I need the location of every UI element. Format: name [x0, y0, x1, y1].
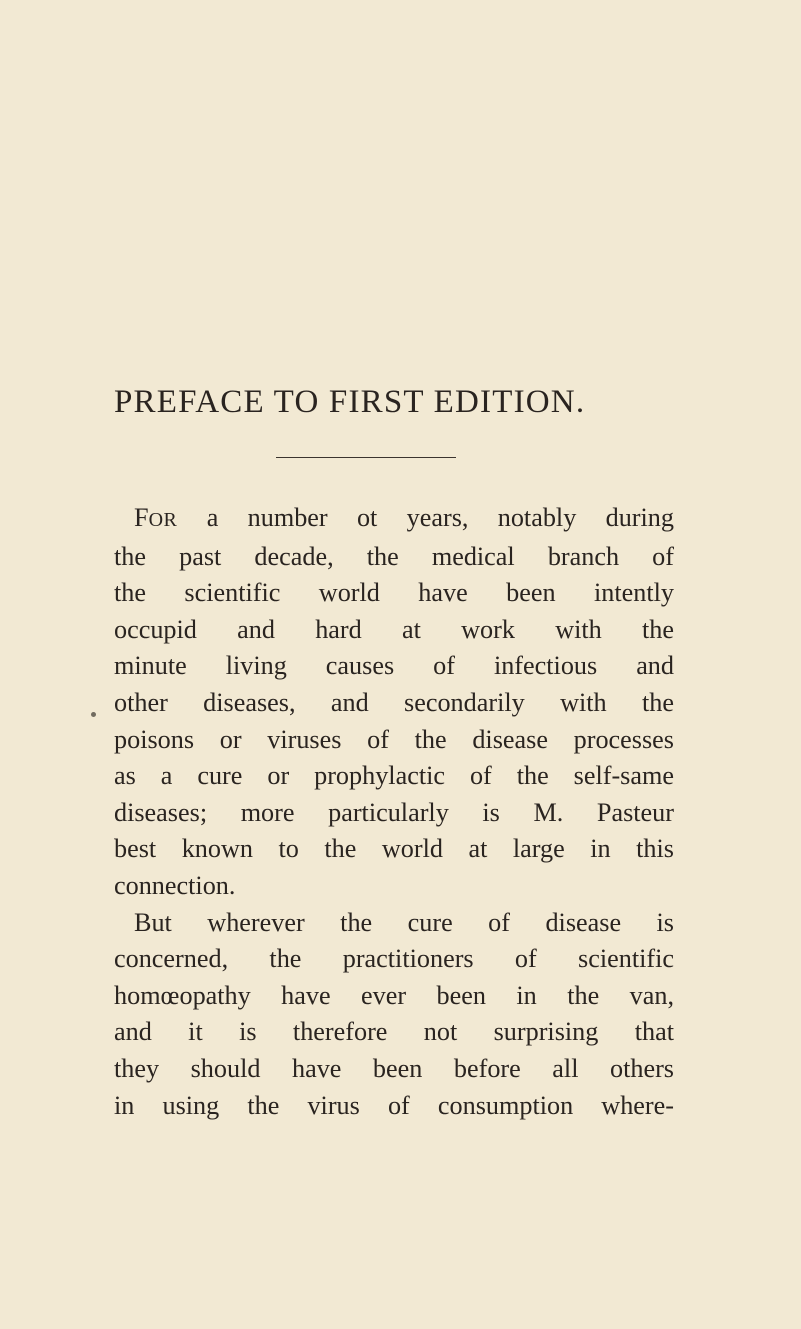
text-line-8: as a cure or prophylactic of the self-same	[114, 761, 674, 791]
text-line-2: the past decade, the medical branch of	[114, 541, 674, 571]
page-title: PREFACE TO FIRST EDITION.	[114, 384, 586, 420]
text-line-6: other diseases, and secondarily with the	[114, 687, 674, 717]
text-line-11: connection.	[114, 870, 236, 900]
text-line-12: But wherever the cure of disease is	[134, 907, 674, 937]
text-line-14: homœopathy have ever been in the van,	[114, 980, 674, 1010]
text-line-5: minute living causes of infectious and	[114, 651, 674, 681]
text-line-13: concerned, the practitioners of scientific	[114, 944, 674, 974]
text-line-3: the scientific world have been intently	[114, 578, 674, 608]
text-line-4: occupid and hard at work with the	[114, 614, 674, 644]
small-caps-rest: OR	[148, 509, 178, 531]
preface-text	[114, 500, 674, 1124]
text-line-16: they should have been before all others	[114, 1053, 674, 1083]
text-line-17: in using the virus of consumption where-	[114, 1090, 674, 1120]
small-caps-initial: F	[134, 503, 149, 532]
text-line-1	[114, 500, 674, 539]
text-line-10: best known to the world at large in this	[114, 834, 674, 864]
text-line-7: poisons or viruses of the disease processes	[114, 724, 674, 754]
text-line-15: and it is therefore not surprising that	[114, 1017, 674, 1047]
text-line-9: diseases; more particularly is M. Pasteur	[114, 797, 674, 827]
paper-speck	[91, 712, 96, 717]
title-rule	[276, 457, 456, 458]
text-line-1-rest: a number ot years, notably during	[177, 503, 674, 532]
